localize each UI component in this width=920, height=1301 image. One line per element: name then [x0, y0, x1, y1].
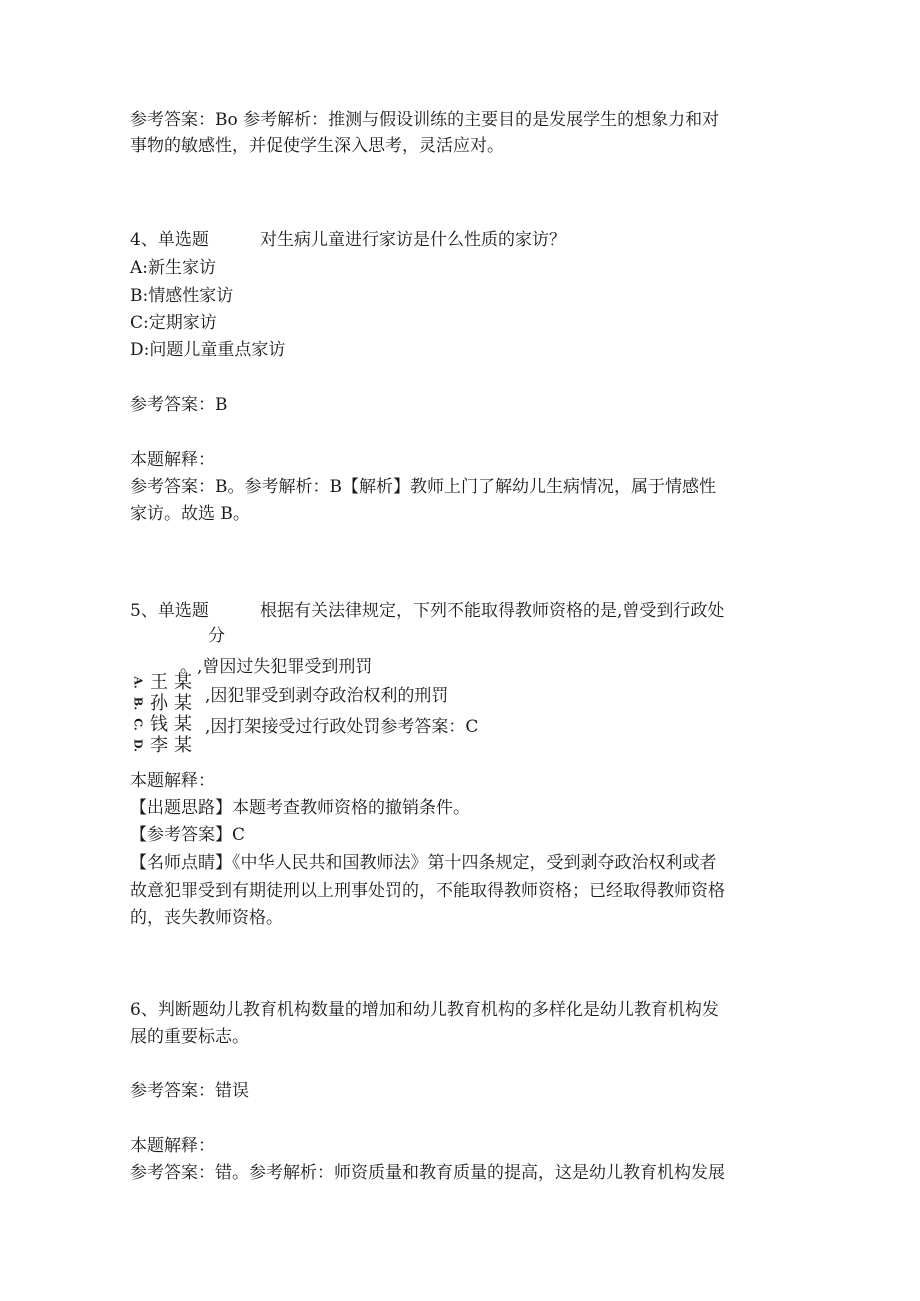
- question-4-header: [130, 228, 566, 252]
- question-4-text: 对生病儿童进行家访是什么性质的家访？: [260, 230, 566, 250]
- question-6-explain-title: 本题解释：: [130, 1136, 215, 1156]
- option-letter-c: C.: [131, 718, 145, 731]
- question-5-text-line-2: 分: [208, 626, 225, 646]
- question-4-explain-line-1: 参考答案：B。参考解析：B【解析】教师上门了解幼儿生病情况，属于情感性: [130, 477, 716, 497]
- option-letter-a: A.: [131, 676, 145, 689]
- question-5-header: [130, 599, 724, 623]
- question-5-idea: 【出题思路】本题考查教师资格的撤销条件。: [130, 798, 470, 818]
- question-5-option-a-suffix: 。,曾因过失犯罪受到刑罚: [180, 657, 373, 677]
- option-name-b: 孙某: [150, 693, 198, 714]
- question-5-option-names: [150, 672, 198, 756]
- question-4-option-d: D:问题儿童重点家访: [130, 340, 286, 360]
- question-4-answer: 参考答案：B: [130, 395, 228, 415]
- question-5-ref-answer: 【参考答案】C: [130, 825, 246, 845]
- prev-explanation-line-1: 参考答案：Bo 参考解析：推测与假设训练的主要目的是发展学生的想象力和对: [130, 110, 720, 130]
- question-4-option-a: A:新生家访: [130, 258, 217, 278]
- option-letter-b: B.: [131, 696, 145, 711]
- question-6-text-line-2: 展的重要标志。: [130, 1027, 249, 1047]
- question-5-option-b-suffix: ,因犯罪受到剥夺政治权利的刑罚: [205, 686, 449, 706]
- question-4-option-c: C:定期家访: [130, 313, 217, 333]
- question-5-tip-line-1: 【名师点睛】《中华人民共和国教师法》第十四条规定，受到剥夺政治权利或者: [130, 853, 717, 873]
- question-4-explain-line-2: 家访。故选 B。: [130, 504, 250, 524]
- question-6-explain-line-1: 参考答案：错。参考解析：师资质量和教育质量的提高，这是幼儿教育机构发展: [130, 1163, 725, 1183]
- option-name-d: 李某: [150, 735, 198, 756]
- question-4-explain-title: 本题解释：: [130, 450, 215, 470]
- question-5-tip-line-3: 的，丧失教师资格。: [130, 908, 283, 928]
- question-5-explain-title: 本题解释：: [130, 771, 215, 791]
- option-name-c: 钱某: [150, 714, 198, 735]
- prev-explanation-line-2: 事物的敏感性，并促使学生深入思考，灵活应对。: [130, 136, 504, 156]
- question-6-answer: 参考答案：错误: [130, 1081, 249, 1101]
- question-6-text-line-1: 6、判断题幼儿教育机构数量的增加和幼儿教育机构的多样化是幼儿教育机构发: [130, 1000, 719, 1020]
- question-5-option-c-suffix-and-answer: ,因打架接受过行政处罚参考答案：C: [205, 717, 479, 737]
- option-name-a: 王某: [150, 672, 198, 693]
- question-5-tip-line-2: 故意犯罪受到有期徒刑以上刑事处罚的，不能取得教师资格；已经取得教师资格: [130, 881, 725, 901]
- option-letter-d: D.: [131, 739, 145, 752]
- question-4-option-b: B:情感性家访: [130, 286, 234, 306]
- question-4-number: 4、单选题: [130, 230, 209, 250]
- question-5-option-letters: [128, 672, 148, 756]
- question-5-number: 5、单选题: [130, 601, 209, 621]
- question-5-text-line-1: 根据有关法律规定，下列不能取得教师资格的是,曾受到行政处: [260, 601, 725, 621]
